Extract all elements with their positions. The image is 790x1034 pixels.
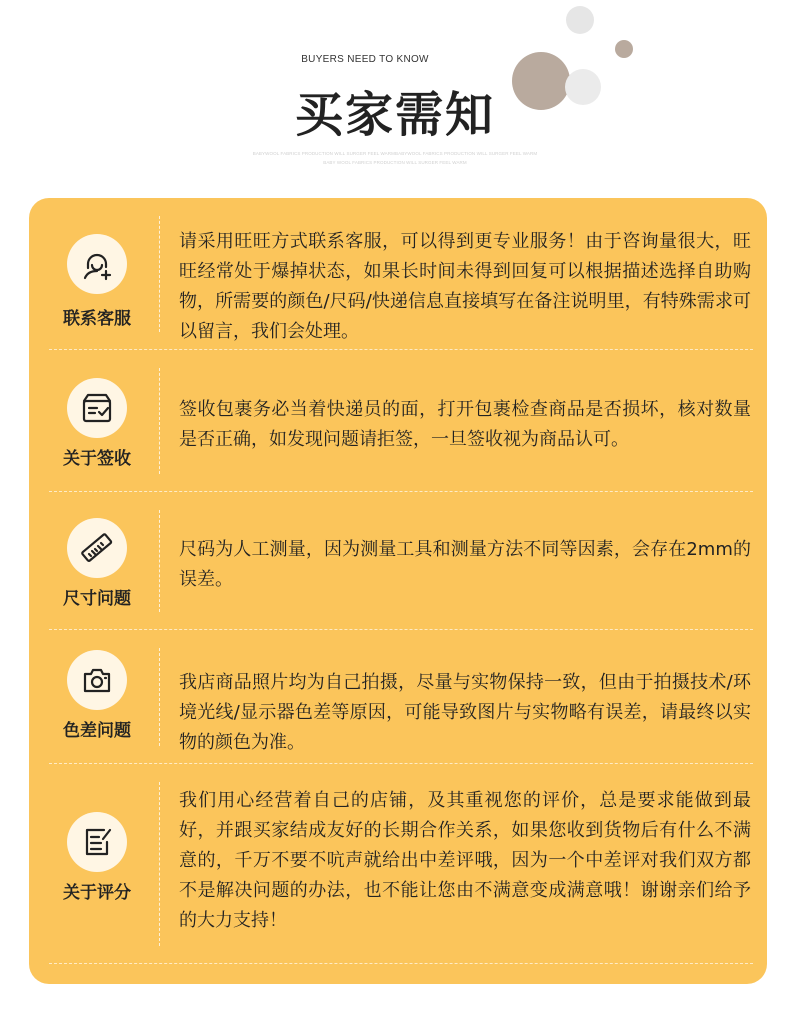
item-label: 尺寸问题 [63, 589, 131, 609]
divider [159, 510, 160, 612]
package-check-icon [67, 378, 127, 438]
notice-item-size [29, 492, 767, 630]
decorative-subtext: BABYWOOL FABRICS PRODUCTION WILL SURGER FEEL WARMBABYWOOL FABRICS PRODUCTION WILL SURGER FEEL WARM [252, 151, 538, 156]
page-header [0, 0, 790, 190]
review-edit-icon [67, 812, 127, 872]
decorative-bubble [565, 69, 601, 105]
divider [159, 782, 160, 946]
decorative-bubble [615, 40, 633, 58]
divider [159, 368, 160, 474]
divider [159, 648, 160, 746]
divider [159, 216, 160, 332]
decorative-bubble [566, 6, 594, 34]
item-text: 我店商品照片均为自己拍摄，尽量与实物保持一致，但由于拍摄技术/环境光线/显示器色差等原因，可能导致图片与实物略有误差，请最终以实物的颜色为准。 [179, 672, 751, 753]
item-text: 我们用心经营着自己的店铺，及其重视您的评价，总是要求能做到最好，并跟买家结成友好的长期合作关系，如果您收到货物后有什么不满意的，千万不要不吭声就给出中差评哦，因为一个中差评对我们双方都不是解决问题的办法，也不能让您由不满意变成满意哦！谢谢亲们给予的大力支持！ [179, 790, 751, 931]
notice-item-receipt [29, 350, 767, 492]
item-text: 请采用旺旺方式联系客服，可以得到更专业服务！由于咨询量很大，旺旺经常处于爆掉状态，如果长时间未得到回复可以根据描述选择自助购物，所需要的颜色/尺码/快递信息直接填写在备注说明里，有特殊需求可以留言，我们会处理。 [179, 231, 751, 342]
decorative-subtext: BABY WOOL FABRICS PRODUCTION WILL SURGER FEEL WARM [323, 160, 467, 165]
item-label: 色差问题 [63, 721, 131, 741]
eyebrow-text: BUYERS NEED TO KNOW [301, 54, 429, 65]
item-label: 关于评分 [63, 883, 131, 903]
ruler-icon [67, 518, 127, 578]
notice-item-color [29, 630, 767, 764]
customer-service-icon [67, 234, 127, 294]
item-text: 签收包裹务必当着快递员的面，打开包裹检查商品是否损坏，核对数量是否正确，如发现问题请拒签，一旦签收视为商品认可。 [179, 399, 751, 450]
item-label: 联系客服 [63, 309, 131, 329]
item-label: 关于签收 [63, 449, 131, 469]
item-text: 尺码为人工测量，因为测量工具和测量方法不同等因素，会存在2mm的误差。 [179, 539, 751, 590]
camera-icon [67, 650, 127, 710]
notice-card [29, 198, 767, 984]
notice-item-rating [29, 764, 767, 964]
divider [49, 963, 753, 964]
notice-item-contact [29, 198, 767, 350]
page-title: 买家需知 [294, 87, 495, 143]
